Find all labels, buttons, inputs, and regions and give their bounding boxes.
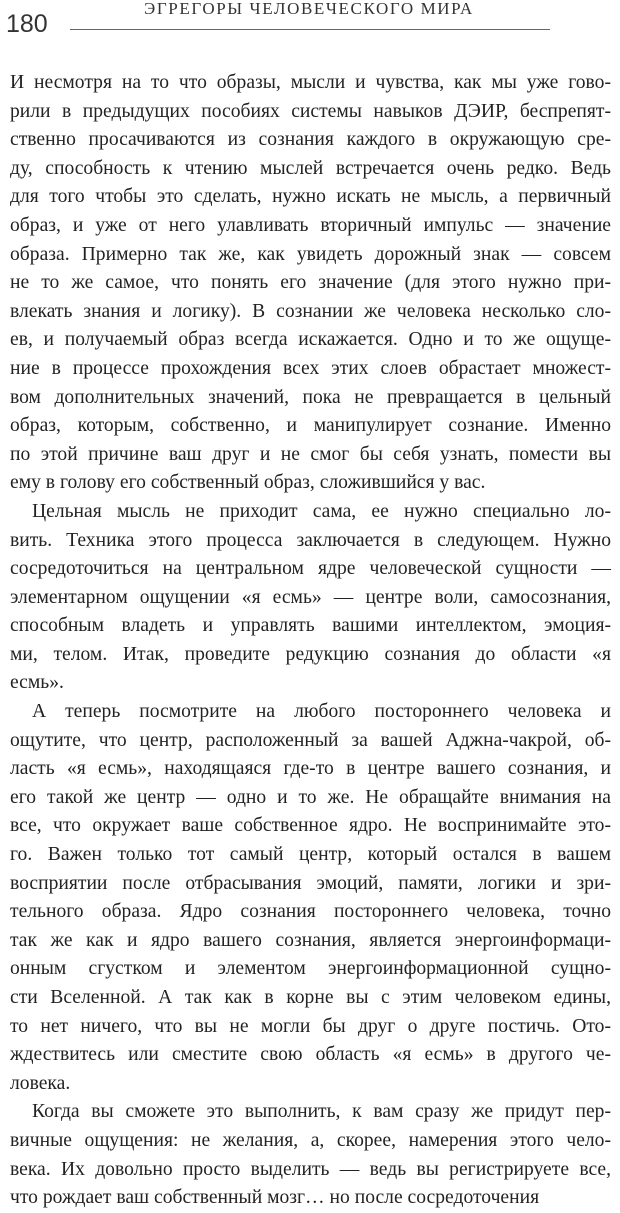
text-line: онным сгустком и элементом энергоинформационной сущно- bbox=[10, 958, 611, 980]
text-line: И несмотря на то что образы, мысли и чувства, как мы уже гово- bbox=[10, 72, 611, 93]
text-line: сти Вселенной. А так как в корне вы с этим человеком едины, bbox=[10, 987, 611, 1008]
text-line: способным владеть и управлять вашими интеллектом, эмоция- bbox=[10, 615, 611, 637]
text-line: что рождает ваш собственный мозг… но после сосредоточения bbox=[10, 1187, 540, 1209]
text-line: ощутите, что центр, расположенный за вашей Аджна-чакрой, об- bbox=[10, 729, 611, 751]
text-line: рили в предыдущих пособиях системы навыков ДЭИР, беспрепят- bbox=[10, 100, 611, 122]
text-line: А теперь посмотрите на любого постороннего человека и bbox=[32, 701, 611, 723]
text-line: ловека. bbox=[10, 1072, 71, 1094]
page-header bbox=[0, 0, 620, 48]
text-line: вичные ощущения: не желания, а, скорее, намерения этого чело- bbox=[10, 1129, 611, 1151]
text-line: его такой же центр — одно и то же. Не обращайте внимания на bbox=[10, 786, 611, 808]
text-line: образ, которым, собственно, и манипулирует сознание. Именно bbox=[10, 415, 611, 437]
text-line: века. Их довольно просто выделить — ведь вы регистрируете все, bbox=[10, 1158, 611, 1180]
text-line: ев, и получаемый образ всегда искажается. Одно и то же ощуще- bbox=[10, 329, 611, 351]
text-line: все, что окружает ваше собственное ядро. Не воспринимайте это- bbox=[10, 815, 611, 837]
text-line: ду, способность к чтению мыслей встречается очень редко. Ведь bbox=[10, 157, 611, 179]
text-line: влекать знания и логику). В сознании же человека несколько сло- bbox=[10, 300, 611, 322]
paragraph bbox=[10, 698, 611, 1098]
text-line: ждествитесь или сместите свою область «я есмь» в другого че- bbox=[10, 1044, 611, 1066]
text-line: восприятии после отбрасывания эмоций, памяти, логики и зри- bbox=[10, 872, 611, 894]
text-line: ему в голову его собственный образ, сложившийся у вас. bbox=[10, 472, 486, 494]
text-line: сосредоточиться на центральном ядре человеческой сущности — bbox=[10, 558, 611, 580]
text-line: то нет ничего, что вы не могли бы друг о друге постичь. Ото- bbox=[10, 1015, 611, 1037]
text-line: образа. Примерно так же, как увидеть дорожный знак — совсем bbox=[10, 243, 611, 265]
text-line: вом дополнительных значений, пока не превращается в цельный bbox=[10, 386, 611, 408]
text-line: го. Важен только тот самый центр, который остался в вашем bbox=[10, 844, 611, 866]
text-line: по этой причине ваш друг и не смог бы себя узнать, помести вы bbox=[10, 443, 611, 465]
text-line: так же как и ядро вашего сознания, является энергоинформаци- bbox=[10, 929, 611, 951]
text-line: элементарном ощущении «я есмь» — центре воли, самосознания, bbox=[10, 586, 611, 608]
text-line: вить. Техника этого процесса заключается в следующем. Нужно bbox=[10, 529, 611, 551]
paragraph bbox=[10, 1098, 611, 1212]
body-text bbox=[10, 69, 611, 1213]
text-line: образ, и уже от него улавливать вторичный импульс — значение bbox=[10, 214, 611, 236]
text-line: не то же самое, что понять его значение (для этого нужно при- bbox=[10, 272, 611, 294]
text-line: ми, телом. Итак, проведите редукцию сознания до области «я bbox=[10, 643, 611, 665]
text-line: Когда вы сможете это выполнить, к вам сразу же придут пер- bbox=[32, 1101, 611, 1123]
text-line: ласть «я есмь», находящаяся где-то в центре вашего сознания, и bbox=[10, 758, 611, 780]
text-line: ственно просачиваются из сознания каждого в окружающую сре- bbox=[10, 129, 611, 151]
text-line: есмь». bbox=[10, 672, 64, 694]
text-line: ние в процессе прохождения всех этих слоев обрастает множест- bbox=[10, 357, 611, 379]
text-line: Цельная мысль не приходит сама, ее нужно специально ло- bbox=[32, 500, 611, 522]
running-title: ЭГРЕГОРЫ ЧЕЛОВЕЧЕСКОГО МИРА bbox=[144, 0, 474, 18]
header-rule bbox=[70, 29, 550, 30]
text-line: тельного образа. Ядро сознания постороннего человека, точно bbox=[10, 901, 611, 923]
paragraph bbox=[10, 69, 611, 498]
paragraph bbox=[10, 498, 611, 698]
page-number: 180 bbox=[6, 10, 48, 38]
text-line: для того чтобы это сделать, нужно искать не мысль, а первичный bbox=[10, 186, 611, 208]
